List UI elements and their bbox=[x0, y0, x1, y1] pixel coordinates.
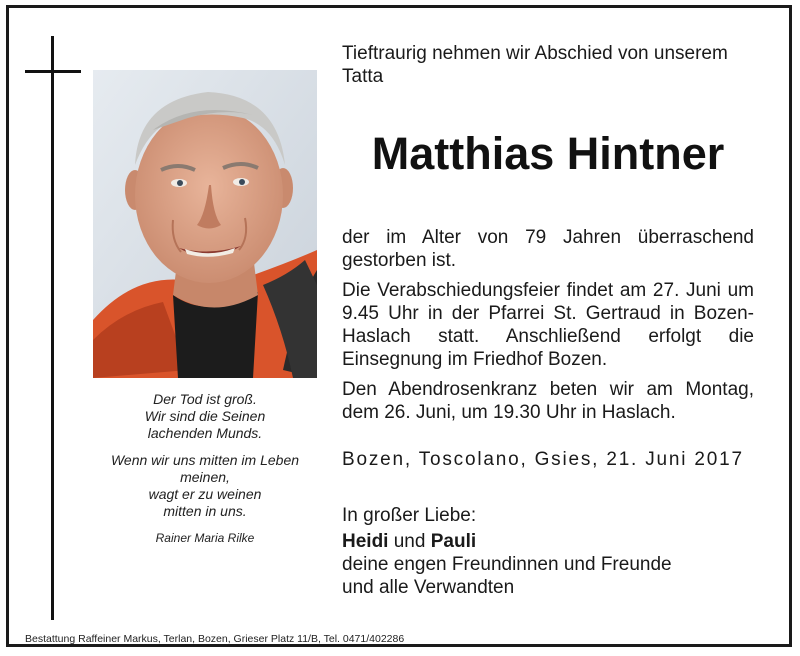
place-and-date: Bozen, Toscolano, Gsies, 21. Juni 2017 bbox=[342, 449, 744, 470]
relatives-line: und alle Verwandten bbox=[342, 577, 515, 598]
poem-stanza-1 bbox=[93, 391, 317, 442]
mourners-names bbox=[342, 530, 754, 553]
portrait-photo bbox=[93, 70, 317, 378]
and-word: und bbox=[393, 531, 426, 552]
friends-line: deine engen Freundinnen und Freunde bbox=[342, 554, 672, 575]
mourner-name-heidi: Heidi bbox=[342, 531, 389, 552]
funeral-home-footer: Bestattung Raffeiner Markus, Terlan, Bozen, Grieser Platz 11/B, Tel. 0471/402286 bbox=[25, 633, 405, 645]
poem-line: meinen, bbox=[180, 469, 230, 485]
poem-line: lachenden Munds. bbox=[147, 425, 263, 441]
poem-line: Der Tod ist groß. bbox=[153, 391, 257, 407]
mourners-block bbox=[342, 530, 754, 599]
poem-block bbox=[93, 391, 317, 547]
cross-horizontal-bar bbox=[25, 70, 81, 73]
intro-line-2: Tatta bbox=[342, 66, 384, 87]
poem-author: Rainer Maria Rilke bbox=[155, 531, 255, 545]
mourner-name-pauli: Pauli bbox=[430, 531, 477, 552]
rosary-paragraph: Den Abendrosenkranz beten wir am Montag, dem 26. Juni, um 19.30 Uhr in Haslach. bbox=[342, 379, 754, 423]
cross-vertical-bar bbox=[51, 36, 54, 620]
poem-line: Wir sind die Seinen bbox=[144, 408, 266, 424]
age-paragraph: der im Alter von 79 Jahren überraschend gestorben ist. bbox=[342, 227, 754, 271]
intro-text bbox=[342, 42, 754, 88]
poem-line: Wenn wir uns mitten im Leben bbox=[110, 452, 300, 468]
poem-line: wagt er zu weinen bbox=[148, 486, 262, 502]
ceremony-paragraph: Die Verabschiedungsfeier findet am 27. Juni um 9.45 Uhr in der Pfarrei St. Gertraud in Bozen-Haslach statt. Anschließend erfolgt die Einsegnung im Friedhof Bozen. bbox=[342, 280, 754, 370]
obituary-frame bbox=[6, 5, 792, 647]
love-line: In großer Liebe: bbox=[342, 505, 477, 526]
poem-line: mitten in uns. bbox=[163, 503, 247, 519]
poem-stanza-2 bbox=[93, 452, 317, 520]
deceased-name: Matthias Hintner bbox=[371, 128, 725, 179]
intro-line-1: Tieftraurig nehmen wir Abschied von unserem bbox=[342, 43, 728, 64]
